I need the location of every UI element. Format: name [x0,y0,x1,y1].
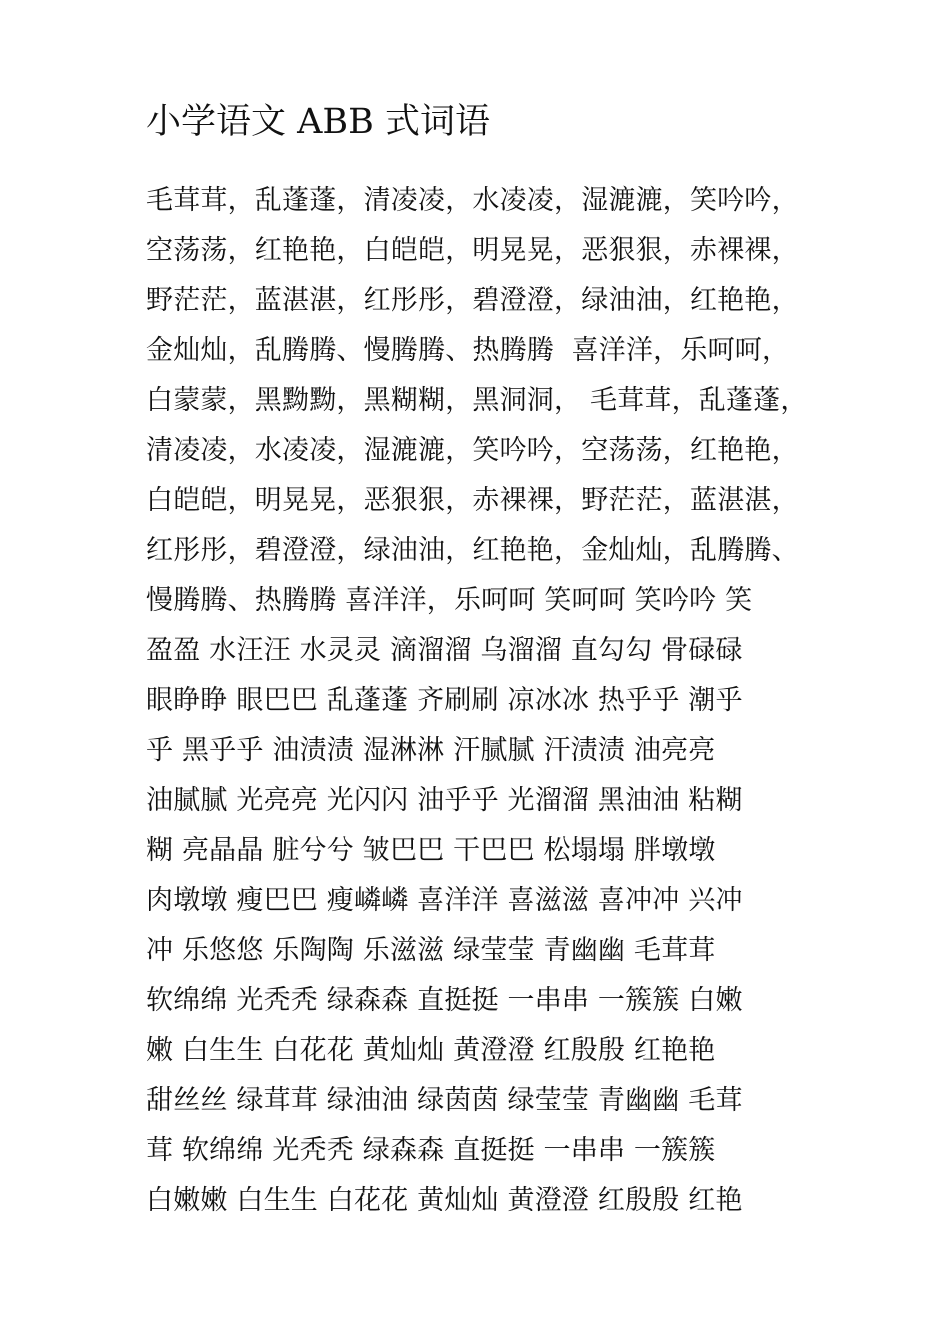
text-line: 盈盈 水汪汪 水灵灵 滴溜溜 乌溜溜 直勾勾 骨碌碌 [146,635,743,666]
text-line: 空荡荡，红艳艳，白皑皑，明晃晃，恶狠狠，赤裸裸， [146,235,799,266]
text-line: 茸 软绵绵 光秃秃 绿森森 直挺挺 一串串 一簇簇 [146,1135,716,1166]
text-line: 清凌凌，水凌凌，湿漉漉，笑吟吟，空荡荡，红艳艳， [146,435,799,466]
text-line: 慢腾腾、热腾腾 喜洋洋，乐呵呵 笑呵呵 笑吟吟 笑 [146,585,753,616]
text-line: 甜丝丝 绿茸茸 绿油油 绿茵茵 绿莹莹 青幽幽 毛茸 [146,1085,743,1116]
text-line: 油腻腻 光亮亮 光闪闪 油乎乎 光溜溜 黑油油 粘糊 [146,785,743,816]
text-line: 眼睁睁 眼巴巴 乱蓬蓬 齐刷刷 凉冰冰 热乎乎 潮乎 [146,685,743,716]
text-line: 野茫茫，蓝湛湛，红彤彤，碧澄澄，绿油油，红艳艳， [146,285,799,316]
text-line: 白嫩嫩 白生生 白花花 黄灿灿 黄澄澄 红殷殷 红艳 [146,1185,743,1216]
text-line: 嫩 白生生 白花花 黄灿灿 黄澄澄 红殷殷 红艳艳 [146,1035,716,1066]
text-line: 金灿灿，乱腾腾、慢腾腾、热腾腾 喜洋洋，乐呵呵， [146,335,790,366]
text-line: 白皑皑，明晃晃，恶狠狠，赤裸裸，野茫茫，蓝湛湛， [146,485,799,516]
text-line: 乎 黑乎乎 油渍渍 湿淋淋 汗腻腻 汗渍渍 油亮亮 [146,735,716,766]
text-line: 肉墩墩 瘦巴巴 瘦嶙嶙 喜洋洋 喜滋滋 喜冲冲 兴冲 [146,885,743,916]
document-body [146,176,816,1226]
text-line: 软绵绵 光秃秃 绿森森 直挺挺 一串串 一簇簇 白嫩 [146,985,743,1016]
text-line: 白蒙蒙，黑黝黝，黑糊糊，黑洞洞， 毛茸茸，乱蓬蓬， [146,385,808,416]
document-title: 小学语文 ABB 式词语 [146,102,490,142]
text-line: 冲 乐悠悠 乐陶陶 乐滋滋 绿莹莹 青幽幽 毛茸茸 [146,935,716,966]
text-line: 红彤彤，碧澄澄，绿油油，红艳艳，金灿灿，乱腾腾、 [146,535,799,566]
text-line: 糊 亮晶晶 脏兮兮 皱巴巴 干巴巴 松塌塌 胖墩墩 [146,835,716,866]
text-line: 毛茸茸，乱蓬蓬，清凌凌，水凌凌，湿漉漉，笑吟吟， [146,185,799,216]
